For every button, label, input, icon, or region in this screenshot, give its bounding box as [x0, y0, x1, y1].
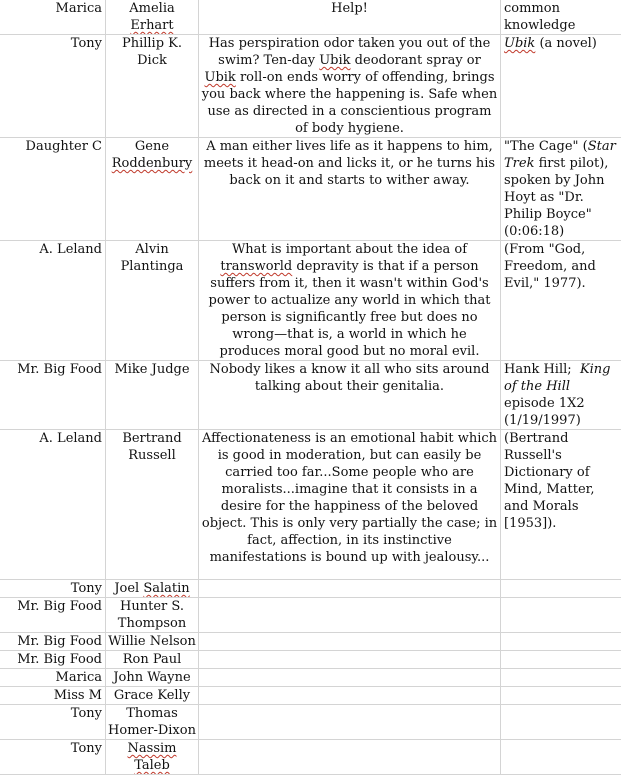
quote-cell[interactable]: Affectionateness is an emotional habit which is good in moderation, but can easily be carried too far...Some people who are moralists...imagine that it consists in a desire for the happiness of the beloved object. This is only very partially the case; in fact, affection, in its instinctive manifestations is bound up with jealousy... — [199, 430, 501, 580]
table-row — [0, 669, 621, 687]
quote-cell[interactable] — [199, 669, 501, 687]
quote-cell[interactable] — [199, 633, 501, 651]
table-row — [0, 651, 621, 669]
speaker-cell[interactable]: Tony — [0, 35, 106, 138]
table-row — [0, 430, 621, 580]
table-row — [0, 687, 621, 705]
source-cell[interactable] — [501, 669, 621, 687]
quote-cell[interactable]: Has perspiration odor taken you out of the swim? Ten-day Ubik deodorant spray or Ubik roll-on ends worry of offending, brings you back where the happening is. Safe when use as directed in a conscientious program of body hygiene. — [199, 35, 501, 138]
speaker-cell[interactable]: A. Leland — [0, 430, 106, 580]
quote-cell[interactable] — [199, 580, 501, 598]
author-cell[interactable]: Joel Salatin — [106, 580, 199, 598]
speaker-cell[interactable]: Miss M — [0, 687, 106, 705]
table-row — [0, 598, 621, 633]
speaker-cell[interactable]: A. Leland — [0, 241, 106, 361]
author-cell[interactable]: Thomas Homer-Dixon — [106, 705, 199, 740]
table-row — [0, 361, 621, 430]
quote-cell[interactable]: A man either lives life as it happens to him, meets it head-on and licks it, or he turns his back on it and starts to wither away. — [199, 138, 501, 241]
source-cell[interactable]: (From "God, Freedom, and Evil," 1977). — [501, 241, 621, 361]
source-cell[interactable] — [501, 633, 621, 651]
source-cell[interactable] — [501, 651, 621, 669]
source-cell[interactable]: "The Cage" (Star Trek first pilot), spoken by John Hoyt as "Dr. Philip Boyce" (0:06:18) — [501, 138, 621, 241]
table-row — [0, 0, 621, 35]
quote-cell[interactable] — [199, 687, 501, 705]
author-cell[interactable]: Nassim Taleb — [106, 740, 199, 775]
author-cell[interactable]: Gene Roddenbury — [106, 138, 199, 241]
source-cell[interactable] — [501, 598, 621, 633]
source-cell[interactable]: Ubik (a novel) — [501, 35, 621, 138]
speaker-cell[interactable]: Marica — [0, 669, 106, 687]
speaker-cell[interactable]: Tony — [0, 740, 106, 775]
source-cell[interactable]: (Bertrand Russell's Dictionary of Mind, Matter, and Morals [1953]). — [501, 430, 621, 580]
source-cell[interactable] — [501, 687, 621, 705]
author-cell[interactable]: Ron Paul — [106, 651, 199, 669]
speaker-cell[interactable]: Mr. Big Food — [0, 633, 106, 651]
table-row — [0, 35, 621, 138]
table-row — [0, 705, 621, 740]
speaker-cell[interactable]: Tony — [0, 705, 106, 740]
quote-cell[interactable] — [199, 740, 501, 775]
quote-cell[interactable] — [199, 651, 501, 669]
table-row — [0, 740, 621, 775]
source-cell[interactable]: common knowledge — [501, 0, 621, 35]
quote-cell[interactable]: Help! — [199, 0, 501, 35]
author-cell[interactable]: Grace Kelly — [106, 687, 199, 705]
speaker-cell[interactable]: Mr. Big Food — [0, 361, 106, 430]
quote-cell[interactable] — [199, 705, 501, 740]
author-cell[interactable]: Bertrand Russell — [106, 430, 199, 580]
author-cell[interactable]: John Wayne — [106, 669, 199, 687]
table-row — [0, 241, 621, 361]
source-cell[interactable] — [501, 580, 621, 598]
source-cell[interactable]: Hank Hill; King of the Hill episode 1X2 (1/19/1997) — [501, 361, 621, 430]
speaker-cell[interactable]: Mr. Big Food — [0, 598, 106, 633]
author-cell[interactable]: Amelia Erhart — [106, 0, 199, 35]
quote-cell[interactable]: Nobody likes a know it all who sits around talking about their genitalia. — [199, 361, 501, 430]
quote-cell[interactable]: What is important about the idea of transworld depravity is that if a person suffers from it, then it wasn't within God's power to actualize any world in which that person is significantly free but does no wrong—that is, a world in which he produces moral good but no moral evil. — [199, 241, 501, 361]
author-cell[interactable]: Willie Nelson — [106, 633, 199, 651]
speaker-cell[interactable]: Daughter C — [0, 138, 106, 241]
author-cell[interactable]: Phillip K. Dick — [106, 35, 199, 138]
speaker-cell[interactable]: Tony — [0, 580, 106, 598]
author-cell[interactable]: Mike Judge — [106, 361, 199, 430]
table-row — [0, 633, 621, 651]
table-row — [0, 138, 621, 241]
quote-cell[interactable] — [199, 598, 501, 633]
table-row — [0, 580, 621, 598]
source-cell[interactable] — [501, 705, 621, 740]
source-cell[interactable] — [501, 740, 621, 775]
speaker-cell[interactable]: Marica — [0, 0, 106, 35]
speaker-cell[interactable]: Mr. Big Food — [0, 651, 106, 669]
author-cell[interactable]: Hunter S. Thompson — [106, 598, 199, 633]
author-cell[interactable]: Alvin Plantinga — [106, 241, 199, 361]
